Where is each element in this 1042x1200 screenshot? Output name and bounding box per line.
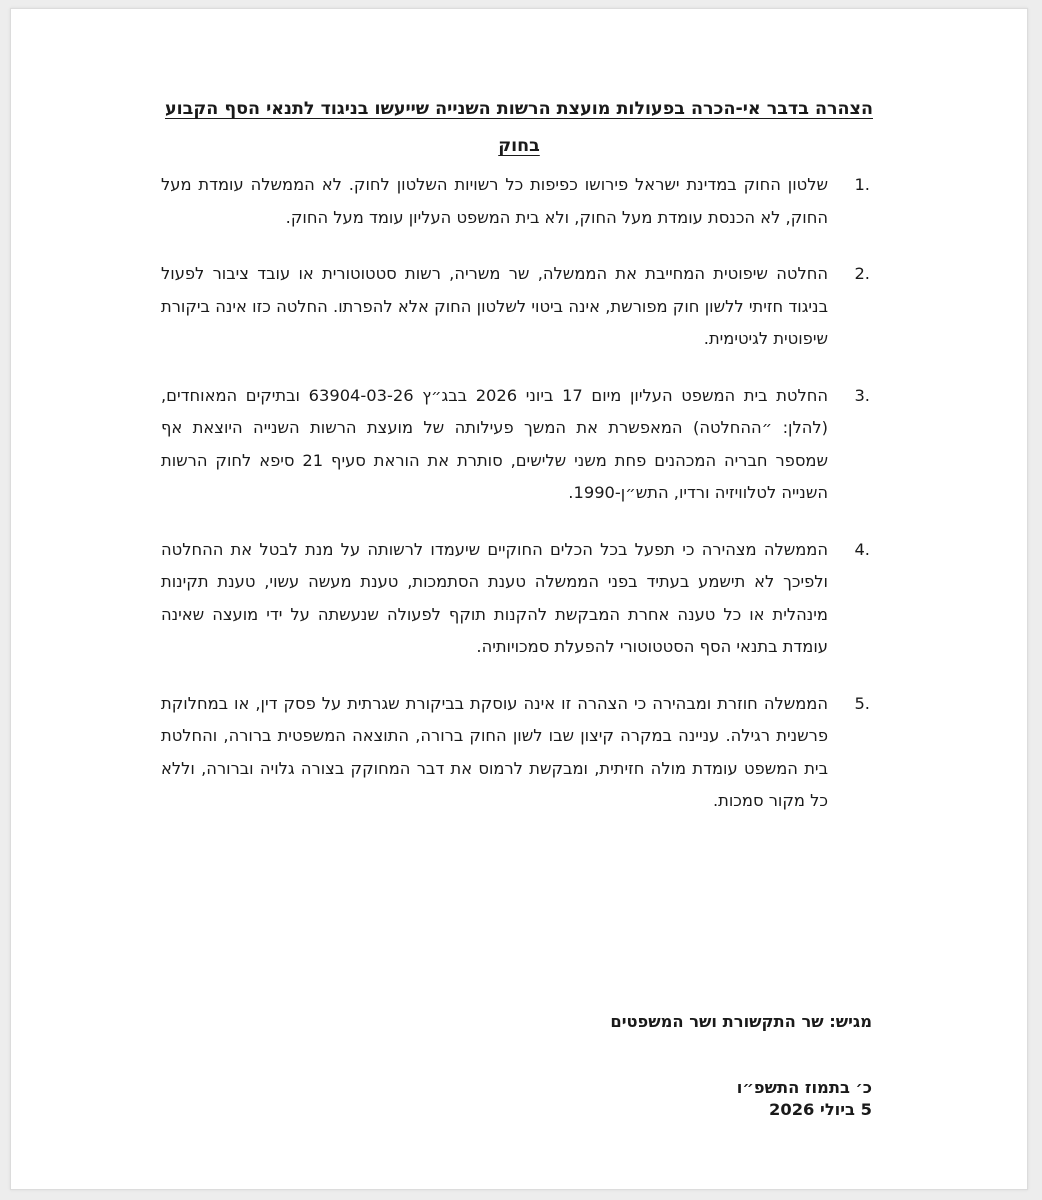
- document-page: [10, 8, 1028, 1190]
- declaration-item: [161, 688, 870, 818]
- item-number: 1.: [854, 175, 870, 194]
- declaration-item: [161, 258, 870, 356]
- declaration-items: [161, 169, 870, 842]
- item-text: הממשלה חוזרת ומבהירה כי הצהרה זו אינה עוסקת בביקורת שגרתית על פסק דין, או במחלוקת פרשנית רגילה. עניינה במקרה קיצון שבו לשון החוק ברורה, התוצאה המשפטית ברורה, והחלטת בית המשפט עומדת מולה חזיתית, ומבקשת לרמוס את דבר המחוקק בצורה גלויה וברורה, וללא כל מקור סמכות.: [161, 693, 828, 810]
- item-number: 3.: [854, 385, 870, 405]
- document-title: הצהרה בדבר אי-הכרה בפעולות מועצת הרשות השנייה שייעשו בניגוד לתנאי הסף הקבוע בחוק: [164, 99, 873, 156]
- item-number: 5.: [854, 693, 870, 713]
- declaration-item: [161, 534, 870, 664]
- gregorian-date: 5 ביולי 2026: [769, 1100, 872, 1119]
- hebrew-date: כ׳ בתמוז התשפ״ו: [736, 1078, 872, 1097]
- document-dates: [737, 1077, 872, 1121]
- item-text: החלטה שיפוטית המחייבת את הממשלה, שר משריה, רשות סטטוטורית או עובד ציבור לפעול בניגוד חזיתי ללשון חוק מפורשת, אינה ביטוי לשלטון החוק אלא להפרתו. החלטה כזו אינה ביקורת שיפוטית לגיטימית.: [161, 264, 828, 348]
- declaration-item: [161, 169, 870, 234]
- item-text: הממשלה מצהירה כי תפעל בכל הכלים החוקיים שיעמדו לרשותה על מנת לבטל את ההחלטה ולפיכך לא תישמע בעתיד בפני הממשלה טענת הסתמכות, טענת מעשה עשוי, טענת תקינות מינהלית או כל טענה אחרת המבקשת להקנות תוקף לפעולה שנעשתה על ידי מועצה שאינה עומדת בתנאי הסף הסטטוטורי להפעלת סמכויותיה.: [161, 539, 828, 656]
- declaration-item: [161, 380, 870, 510]
- item-text: שלטון החוק במדינת ישראל פירושו כפיפות כל רשויות השלטון לחוק. לא הממשלה עומדת מעל החוק, לא הכנסת עומדת מעל החוק, ולא בית המשפט העליון עומד מעל החוק.: [161, 175, 828, 227]
- item-number: 2.: [854, 264, 870, 283]
- submitter-line: מגיש: שר התקשורת ושר המשפטים: [610, 1012, 872, 1031]
- item-text: החלטת בית המשפט העליון מיום 17 ביוני 2026 בבג״ץ 63904-03-26 ובתיקים המאוחדים, (להלן: ״ההחלטה) המאפשרת את המשך פעילותה של מועצת הרשות השנייה היוצאת אף שמספר חבריה המכהנים פחת משני שלישים, סותרת את הוראת סעיף 21 סיפא לחוק הרשות השנייה לטלוויזיה ורדיו, התש״ן-1990.: [161, 385, 828, 502]
- item-number: 4.: [854, 539, 870, 559]
